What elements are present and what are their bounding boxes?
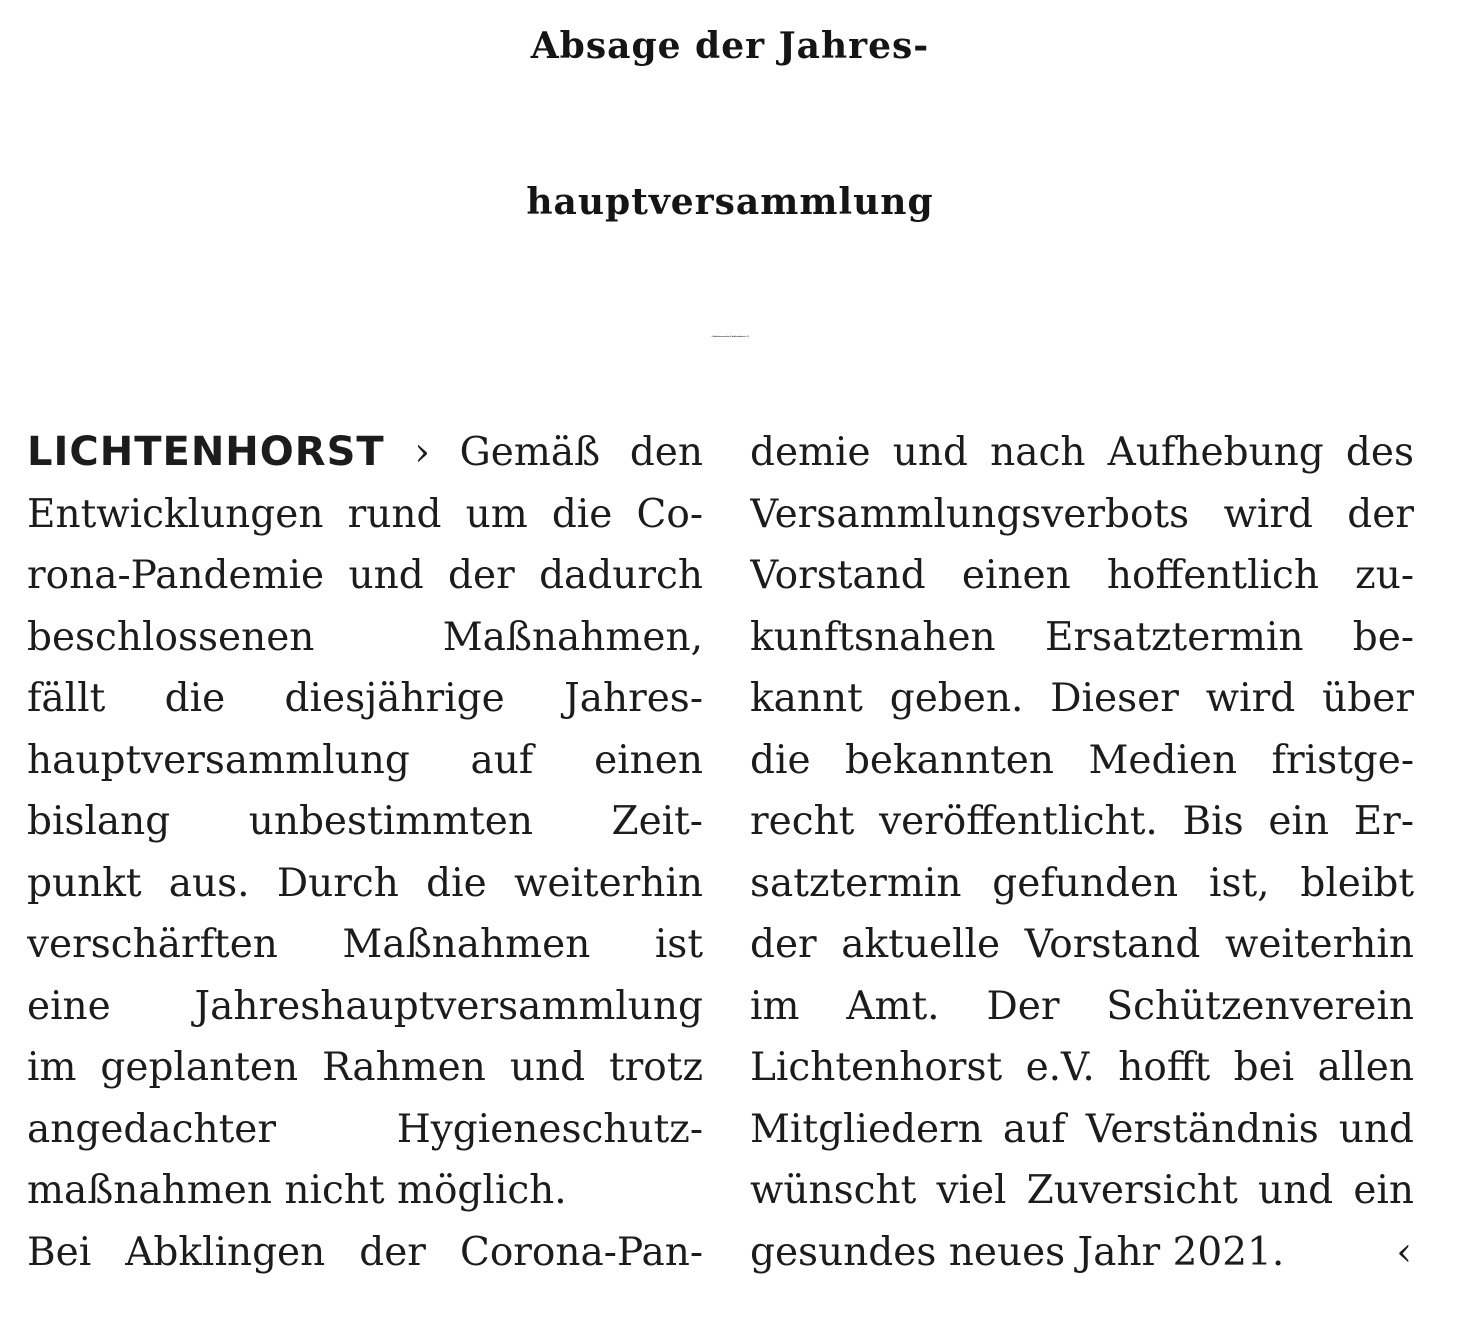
body-line: Bei Abklingen der Corona-Pan- xyxy=(27,1229,703,1275)
body-line: rona-Pandemie und der dadurch xyxy=(27,553,703,598)
body-line xyxy=(750,1222,1414,1284)
dateline-separator: › xyxy=(384,430,460,475)
left-column xyxy=(27,422,703,1283)
headline-line-2: hauptversammlung xyxy=(526,181,934,223)
body-line: Mitgliedern auf Verständnis und xyxy=(750,1106,1414,1152)
body-line: Versammlungsverbots wird der xyxy=(750,491,1414,537)
body-line: im Amt. Der Schützenverein xyxy=(750,983,1414,1029)
body-line: kunftsnahen Ersatztermin be- xyxy=(750,614,1414,660)
right-column xyxy=(750,422,1414,1283)
body-line: satztermin gefunden ist, bleibt xyxy=(750,860,1414,906)
body-line: fällt die diesjährige Jahres- xyxy=(27,676,703,721)
body-line: beschlossenen Maßnahmen, xyxy=(27,614,703,660)
body-line: im geplanten Rahmen und trotz xyxy=(27,1045,703,1090)
body-line: verschärften Maßnahmen ist xyxy=(27,922,703,967)
body-line: hauptversammlung auf einen xyxy=(27,737,703,783)
dateline: LICHTENHORST xyxy=(27,429,385,475)
body-line: der aktuelle Vorstand weiterhin xyxy=(750,922,1414,967)
article-subline: › Schützenverein Lichtenhorst e.V. xyxy=(710,336,750,338)
end-mark: ‹ xyxy=(1396,1229,1412,1275)
body-line: Lichtenhorst e.V. hofft bei allen xyxy=(750,1045,1414,1090)
body-line: eine Jahreshauptversammlung xyxy=(27,983,703,1029)
body-text: gesundes neues Jahr 2021. xyxy=(750,1229,1285,1275)
body-text: Gemäß den xyxy=(459,430,703,475)
body-line: demie und nach Aufhebung des xyxy=(750,430,1414,475)
body-line: kannt geben. Dieser wird über xyxy=(750,676,1414,721)
body-line: punkt aus. Durch die weiterhin xyxy=(27,860,703,906)
body-line: bislang unbestimmten Zeit- xyxy=(27,799,703,844)
body-line: angedachter Hygieneschutz- xyxy=(27,1106,703,1152)
body-line: Vorstand einen hoffentlich zu- xyxy=(750,553,1414,598)
body-line: maßnahmen nicht möglich. xyxy=(27,1168,567,1213)
body-line: recht veröffentlicht. Bis ein Er- xyxy=(750,799,1414,844)
headline-line-1: Absage der Jahres- xyxy=(530,25,930,67)
body-line: die bekannten Medien fristge- xyxy=(750,737,1414,783)
body-line: Entwicklungen rund um die Co- xyxy=(27,491,703,537)
body-line: wünscht viel Zuversicht und ein xyxy=(750,1168,1414,1213)
body-line xyxy=(27,422,703,484)
